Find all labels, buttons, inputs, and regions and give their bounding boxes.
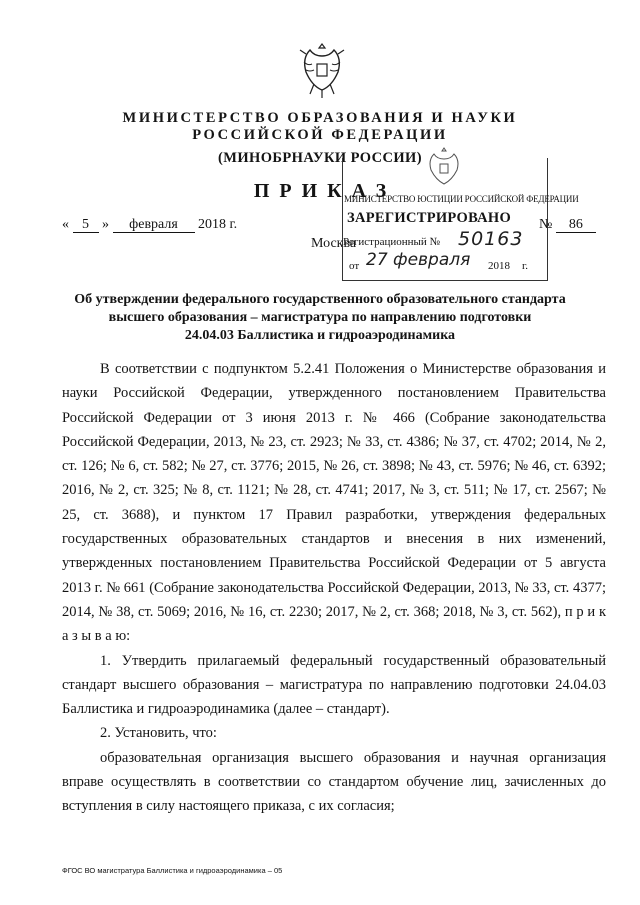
order-title-line: Об утверждении федерального государственного образовательного стандарта (74, 292, 566, 307)
stamp-from-date: 27 февраля (366, 250, 471, 270)
order-title-line: 24.04.03 Баллистика и гидроаэродинамика (184, 328, 456, 343)
order-title (60, 291, 580, 345)
stamp-reg-number: 50163 (458, 228, 524, 250)
body-paragraph-item-1: 1. Утвердить прилагаемый федеральный государственный образовательный стандарт высшего образования – магистратура по направлению подготовки 24.04.03 Баллистика и гидроаэродинамика (далее – стандарт). (62, 652, 606, 718)
document-type-title: ПРИКАЗ (253, 180, 397, 202)
stamp-ministry-name: МИНИСТЕРСТВО ЮСТИЦИИ РОССИЙСКОЙ ФЕДЕРАЦИИ (344, 194, 579, 204)
date-close-quote: » (102, 217, 109, 232)
coat-of-arms-emblem (296, 40, 348, 100)
date-open-quote: « (62, 217, 69, 232)
stamp-status: ЗАРЕГИСТРИРОВАНО (347, 210, 512, 226)
page-footer: ФГОС ВО магистратура Баллистика и гидроаэродинамика – 05 (62, 866, 283, 875)
stamp-reg-label: Регистрационный № (343, 236, 441, 248)
stamp-from-label: от (349, 260, 360, 272)
city-name: Москва (311, 236, 357, 251)
date-year: 2018 г. (198, 217, 238, 232)
stamp-emblem-icon (424, 146, 464, 190)
date-day: 5 (73, 217, 99, 233)
order-body (62, 357, 606, 819)
date-month: февраля (113, 217, 195, 233)
ministry-name-line2: РОССИЙСКОЙ ФЕДЕРАЦИИ (192, 127, 448, 143)
order-title-line: высшего образования – магистратура по направлению подготовки (108, 310, 532, 325)
order-date (62, 217, 237, 233)
stamp-from-year: 2018 (488, 260, 510, 272)
stamp-year-suffix: г. (522, 260, 529, 272)
order-number-label: № (539, 217, 553, 232)
body-paragraph-preamble: В соответствии с подпунктом 5.2.41 Положения о Министерстве образования и науки Российской Федерации, утвержденного постановлением Правительства Российской Федерации от 3 июня 2013 г. № 466 (Собрание законодательства Российской Федерации, 2013, № 23, ст. 2923; № 33, ст. 4386; № 37, ст. 4702; 2014, № 2, ст. 126; № 6, ст. 582; № 27, ст. 3776; 2015, № 26, ст. 3898; № 43, ст. 5976; № 46, ст. 6392; 2016, № 2, ст. 325; № 8, ст. 1121; № 28, ст. 4741; 2017, № 3, ст. 511; № 17, ст. 2567; № 25, ст. 3688), и пунктом 17 Правил разработки, утверждения федеральных государственных образовательных стандартов и внесения в них изменений, утвержденных постановлением Правительства Российской Федерации от 5 августа 2013 г. № 661 (Собрание законодательства Российской Федерации, 2013, № 33, ст. 4377; 2014, № 38, ст. 5069; 2016, № 16, ст. 2230; 2017, № 2, ст. 368; 2018, № 3, ст. 562), п р и к а з ы в а ю: (62, 361, 606, 645)
ministry-short-name: (МИНОБРНАУКИ РОССИИ) (218, 150, 422, 166)
body-paragraph-item-2: 2. Установить, что: (100, 725, 217, 742)
body-paragraph-item-2-text: образовательная организация высшего образования и научная организация вправе осуществлять в соответствии со стандартом обучение лиц, зачисленных до вступления в силу настоящего приказа, с их согласия; (62, 749, 606, 815)
order-number-value: 86 (556, 217, 596, 233)
ministry-name-line1: МИНИСТЕРСТВО ОБРАЗОВАНИЯ И НАУКИ (122, 110, 518, 126)
